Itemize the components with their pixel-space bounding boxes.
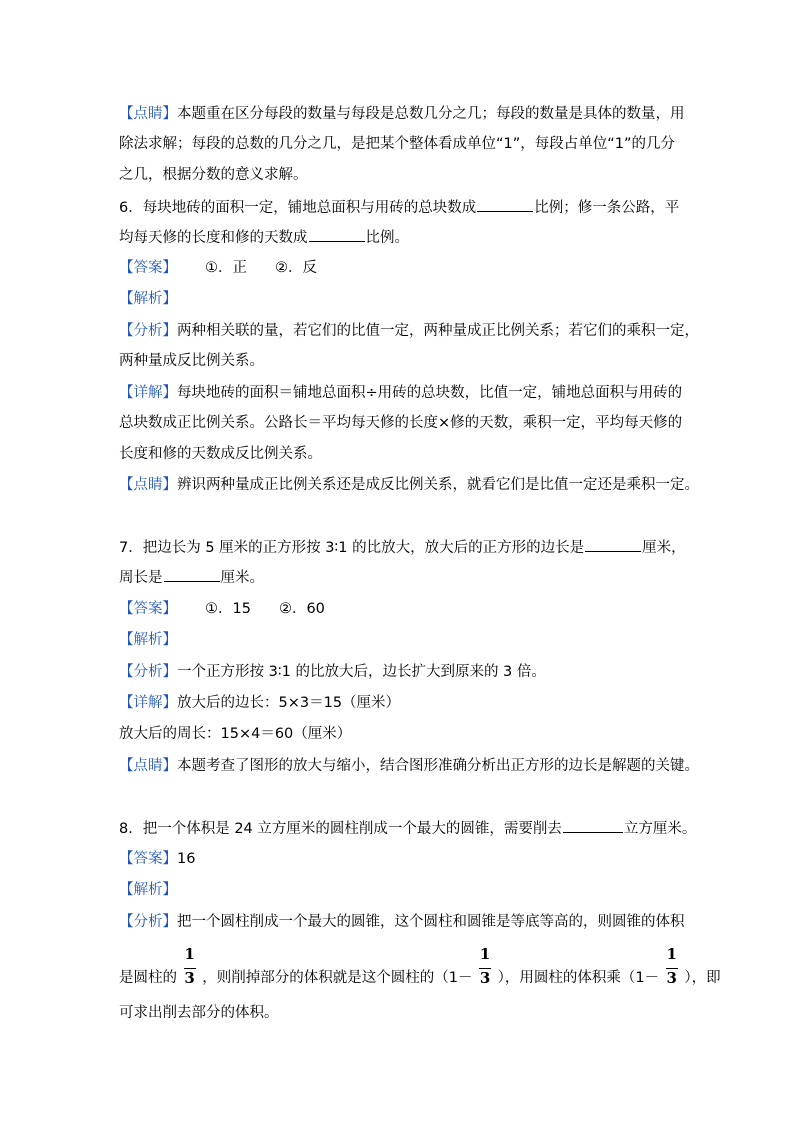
detail-line: 【详解】放大后的边长：5×3＝15（厘米） <box>119 695 401 711</box>
analysis-heading: 【解析】 <box>119 632 177 648</box>
question-7-line2: 周长是 厘米。 <box>119 567 264 588</box>
tip-tag: 【点睛】 <box>119 106 177 122</box>
analysis-line-with-fractions: 是圆柱的 $\frac{1}{3}$ ，则削掉部分的体积就是这个圆柱的（1－ $\frac{1}{3}$ ），用圆柱的体积乘（1－ $\frac{1}{3}$ ），即 <box>119 945 721 987</box>
analysis-heading: 【解析】 <box>119 291 177 307</box>
question-6: 6．每块地砖的面积一定，铺地总面积与用砖的总块数成 比例；修一条公路，平 <box>119 197 679 218</box>
analysis-line: 【分析】一个正方形按 3∶1 的比放大后，边长扩大到原来的 3 倍。 <box>119 664 546 680</box>
answer-tag: 【答案】 <box>119 260 177 276</box>
answer-line: 【答案】16 <box>119 851 196 867</box>
fraction-one-third: $\frac{1}{3}$ <box>479 945 491 987</box>
tip-line: 【点睛】辨识两种量成正比例关系还是成反比例关系，就看它们是比值一定还是乘积一定。 <box>119 477 699 493</box>
answer-blank <box>563 818 623 833</box>
tip-line: 除法求解；每段的总数的几分之几，是把某个整体看成单位“1”，每段占单位“1”的几分 <box>119 136 675 152</box>
tip-line: 【点睛】本题重在区分每段的数量与每段是总数几分之几；每段的数量是具体的数量，用 <box>119 106 685 122</box>
analysis-line: 【分析】把一个圆柱削成一个最大的圆锥，这个圆柱和圆锥是等底等高的，则圆锥的体积 <box>119 914 685 930</box>
fraction-one-third: $\frac{1}{3}$ <box>184 945 195 987</box>
question-6-line2: 均每天修的长度和修的天数成 比例。 <box>119 227 409 248</box>
answer-blank <box>477 197 533 212</box>
answer-blank <box>585 537 641 552</box>
answer-line: 【答案】 ①．正 ②．反 <box>119 260 317 276</box>
detail-line: 放大后的周长：15×4＝60（厘米） <box>119 726 352 742</box>
question-8: 8．把一个体积是 24 立方厘米的圆柱削成一个最大的圆锥，需要削去 立方厘米。 <box>119 818 696 839</box>
answer-blank <box>309 227 365 242</box>
answer-line: 【答案】 ①．15 ②．60 <box>119 601 325 617</box>
question-7: 7．把边长为 5 厘米的正方形按 3∶1 的比放大，放大后的正方形的边长是 厘米， <box>119 537 686 558</box>
tip-line: 【点睛】本题考查了图形的放大与缩小，结合图形准确分析出正方形的边长是解题的关键。 <box>119 758 699 774</box>
detail-line: 【详解】每块地砖的面积＝铺地总面积÷用砖的总块数，比值一定，铺地总面积与用砖的 <box>119 385 683 401</box>
detail-line: 长度和修的天数成反比例关系。 <box>119 446 322 462</box>
analysis-line: 【分析】两种相关联的量，若它们的比值一定，两种量成正比例关系；若它们的乘积一定， <box>119 323 699 339</box>
detail-line: 总块数成正比例关系。公路长＝平均每天修的长度×修的天数，乘积一定，平均每天修的 <box>119 415 683 431</box>
tip-line: 之几，根据分数的意义求解。 <box>119 167 308 183</box>
analysis-line: 可求出削去部分的体积。 <box>119 1005 279 1021</box>
analysis-line: 两种量成反比例关系。 <box>119 353 264 369</box>
answer-blank <box>164 567 220 582</box>
fraction-one-third: $\frac{1}{3}$ <box>666 945 677 987</box>
analysis-heading: 【解析】 <box>119 882 177 898</box>
